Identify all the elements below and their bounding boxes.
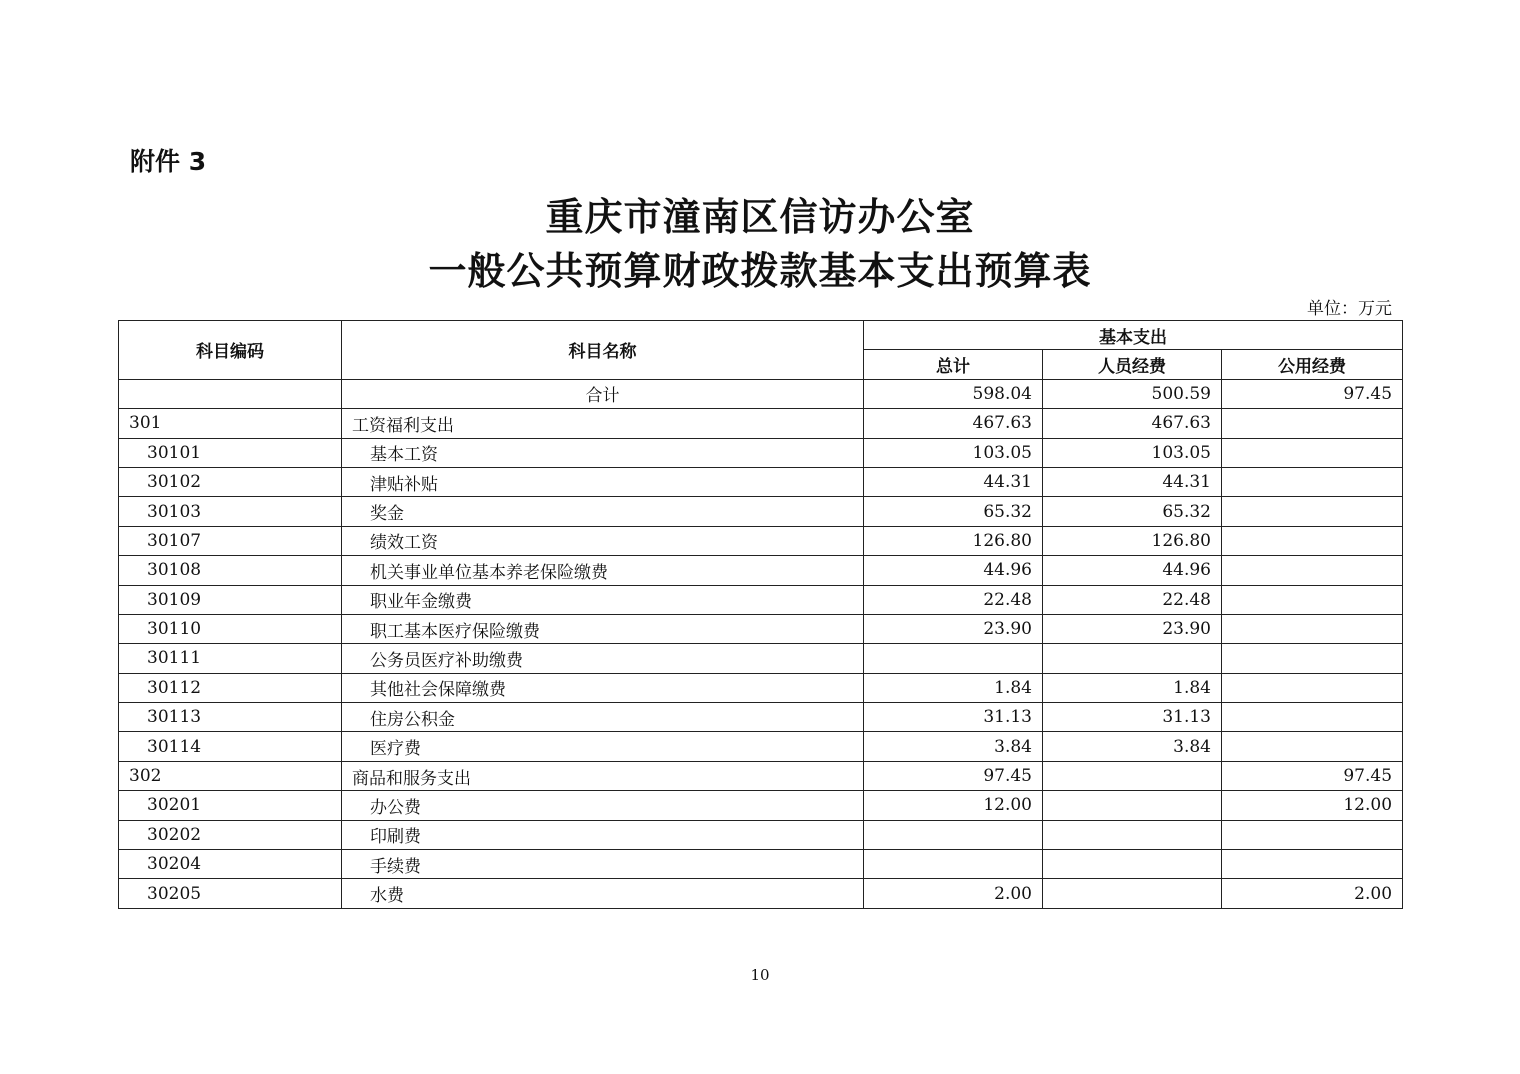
cell-code: 30201 — [119, 791, 342, 820]
cell-code: 30109 — [119, 585, 342, 614]
cell-name: 职工基本医疗保险缴费 — [342, 614, 864, 643]
cell-code: 30102 — [119, 467, 342, 496]
cell-public — [1222, 732, 1403, 761]
cell-public — [1222, 673, 1403, 702]
cell-personnel: 500.59 — [1043, 379, 1222, 408]
cell-name: 商品和服务支出 — [342, 761, 864, 790]
cell-personnel — [1043, 791, 1222, 820]
cell-public: 2.00 — [1222, 879, 1403, 908]
table-row — [119, 409, 1403, 438]
header-code: 科目编码 — [119, 321, 342, 380]
cell-personnel: 44.96 — [1043, 556, 1222, 585]
cell-total: 467.63 — [864, 409, 1043, 438]
table-row — [119, 556, 1403, 585]
cell-personnel: 23.90 — [1043, 614, 1222, 643]
cell-public — [1222, 497, 1403, 526]
cell-public — [1222, 556, 1403, 585]
cell-total: 44.96 — [864, 556, 1043, 585]
cell-public: 12.00 — [1222, 791, 1403, 820]
cell-name: 其他社会保障缴费 — [342, 673, 864, 702]
cell-personnel — [1043, 761, 1222, 790]
table-row — [119, 467, 1403, 496]
cell-name: 津贴补贴 — [342, 467, 864, 496]
cell-code: 30114 — [119, 732, 342, 761]
cell-public — [1222, 850, 1403, 879]
cell-total: 97.45 — [864, 761, 1043, 790]
cell-name: 机关事业单位基本养老保险缴费 — [342, 556, 864, 585]
header-name: 科目名称 — [342, 321, 864, 380]
cell-public — [1222, 467, 1403, 496]
cell-public — [1222, 703, 1403, 732]
cell-code — [119, 379, 342, 408]
cell-name: 公务员医疗补助缴费 — [342, 644, 864, 673]
table-row — [119, 703, 1403, 732]
cell-total: 65.32 — [864, 497, 1043, 526]
cell-name: 手续费 — [342, 850, 864, 879]
cell-personnel: 44.31 — [1043, 467, 1222, 496]
cell-public — [1222, 409, 1403, 438]
cell-name: 办公费 — [342, 791, 864, 820]
cell-code: 30204 — [119, 850, 342, 879]
cell-public — [1222, 438, 1403, 467]
table-row — [119, 673, 1403, 702]
table-row — [119, 585, 1403, 614]
cell-personnel: 1.84 — [1043, 673, 1222, 702]
cell-public — [1222, 526, 1403, 555]
cell-total: 3.84 — [864, 732, 1043, 761]
cell-total: 23.90 — [864, 614, 1043, 643]
cell-personnel: 65.32 — [1043, 497, 1222, 526]
cell-personnel — [1043, 879, 1222, 908]
cell-personnel: 3.84 — [1043, 732, 1222, 761]
cell-public — [1222, 644, 1403, 673]
cell-code: 30101 — [119, 438, 342, 467]
cell-total: 1.84 — [864, 673, 1043, 702]
cell-public — [1222, 820, 1403, 849]
cell-code: 301 — [119, 409, 342, 438]
cell-name: 职业年金缴费 — [342, 585, 864, 614]
cell-code: 30202 — [119, 820, 342, 849]
cell-code: 30112 — [119, 673, 342, 702]
cell-code: 30107 — [119, 526, 342, 555]
cell-code: 30110 — [119, 614, 342, 643]
cell-total: 103.05 — [864, 438, 1043, 467]
cell-code: 30205 — [119, 879, 342, 908]
cell-name: 住房公积金 — [342, 703, 864, 732]
cell-name: 水费 — [342, 879, 864, 908]
cell-name: 合计 — [342, 379, 864, 408]
cell-personnel: 31.13 — [1043, 703, 1222, 732]
table-row — [119, 614, 1403, 643]
cell-total: 22.48 — [864, 585, 1043, 614]
cell-name: 奖金 — [342, 497, 864, 526]
table-body — [119, 379, 1403, 908]
table-row — [119, 820, 1403, 849]
table-row — [119, 526, 1403, 555]
cell-code: 30113 — [119, 703, 342, 732]
cell-code: 30108 — [119, 556, 342, 585]
cell-code: 302 — [119, 761, 342, 790]
attachment-label: 附件 3 — [130, 147, 207, 176]
cell-code: 30103 — [119, 497, 342, 526]
cell-total: 12.00 — [864, 791, 1043, 820]
table-row — [119, 644, 1403, 673]
table-row — [119, 761, 1403, 790]
cell-total: 31.13 — [864, 703, 1043, 732]
table-row — [119, 879, 1403, 908]
page-number: 10 — [750, 966, 770, 984]
cell-personnel — [1043, 820, 1222, 849]
cell-code: 30111 — [119, 644, 342, 673]
header-public: 公用经费 — [1222, 350, 1403, 379]
cell-public — [1222, 614, 1403, 643]
table-row — [119, 497, 1403, 526]
cell-personnel: 126.80 — [1043, 526, 1222, 555]
table-row — [119, 379, 1403, 408]
cell-personnel — [1043, 850, 1222, 879]
cell-personnel: 22.48 — [1043, 585, 1222, 614]
header-basic-expenditure: 基本支出 — [864, 321, 1403, 350]
cell-total: 598.04 — [864, 379, 1043, 408]
cell-personnel: 467.63 — [1043, 409, 1222, 438]
document-title-line-2: 一般公共预算财政拨款基本支出预算表 — [428, 249, 1092, 293]
cell-total — [864, 850, 1043, 879]
table-row — [119, 791, 1403, 820]
cell-name: 绩效工资 — [342, 526, 864, 555]
cell-total: 126.80 — [864, 526, 1043, 555]
cell-name: 医疗费 — [342, 732, 864, 761]
cell-public: 97.45 — [1222, 761, 1403, 790]
unit-label: 单位：万元 — [1307, 299, 1392, 319]
header-personnel: 人员经费 — [1043, 350, 1222, 379]
table-row — [119, 850, 1403, 879]
cell-total — [864, 820, 1043, 849]
budget-table — [118, 320, 1403, 909]
document-title-line-1: 重庆市潼南区信访办公室 — [545, 195, 975, 239]
cell-public: 97.45 — [1222, 379, 1403, 408]
cell-public — [1222, 585, 1403, 614]
cell-total — [864, 644, 1043, 673]
table-row — [119, 438, 1403, 467]
cell-name: 基本工资 — [342, 438, 864, 467]
cell-name: 工资福利支出 — [342, 409, 864, 438]
table-row — [119, 732, 1403, 761]
cell-total: 44.31 — [864, 467, 1043, 496]
cell-personnel — [1043, 644, 1222, 673]
header-total: 总计 — [864, 350, 1043, 379]
cell-name: 印刷费 — [342, 820, 864, 849]
cell-total: 2.00 — [864, 879, 1043, 908]
cell-personnel: 103.05 — [1043, 438, 1222, 467]
